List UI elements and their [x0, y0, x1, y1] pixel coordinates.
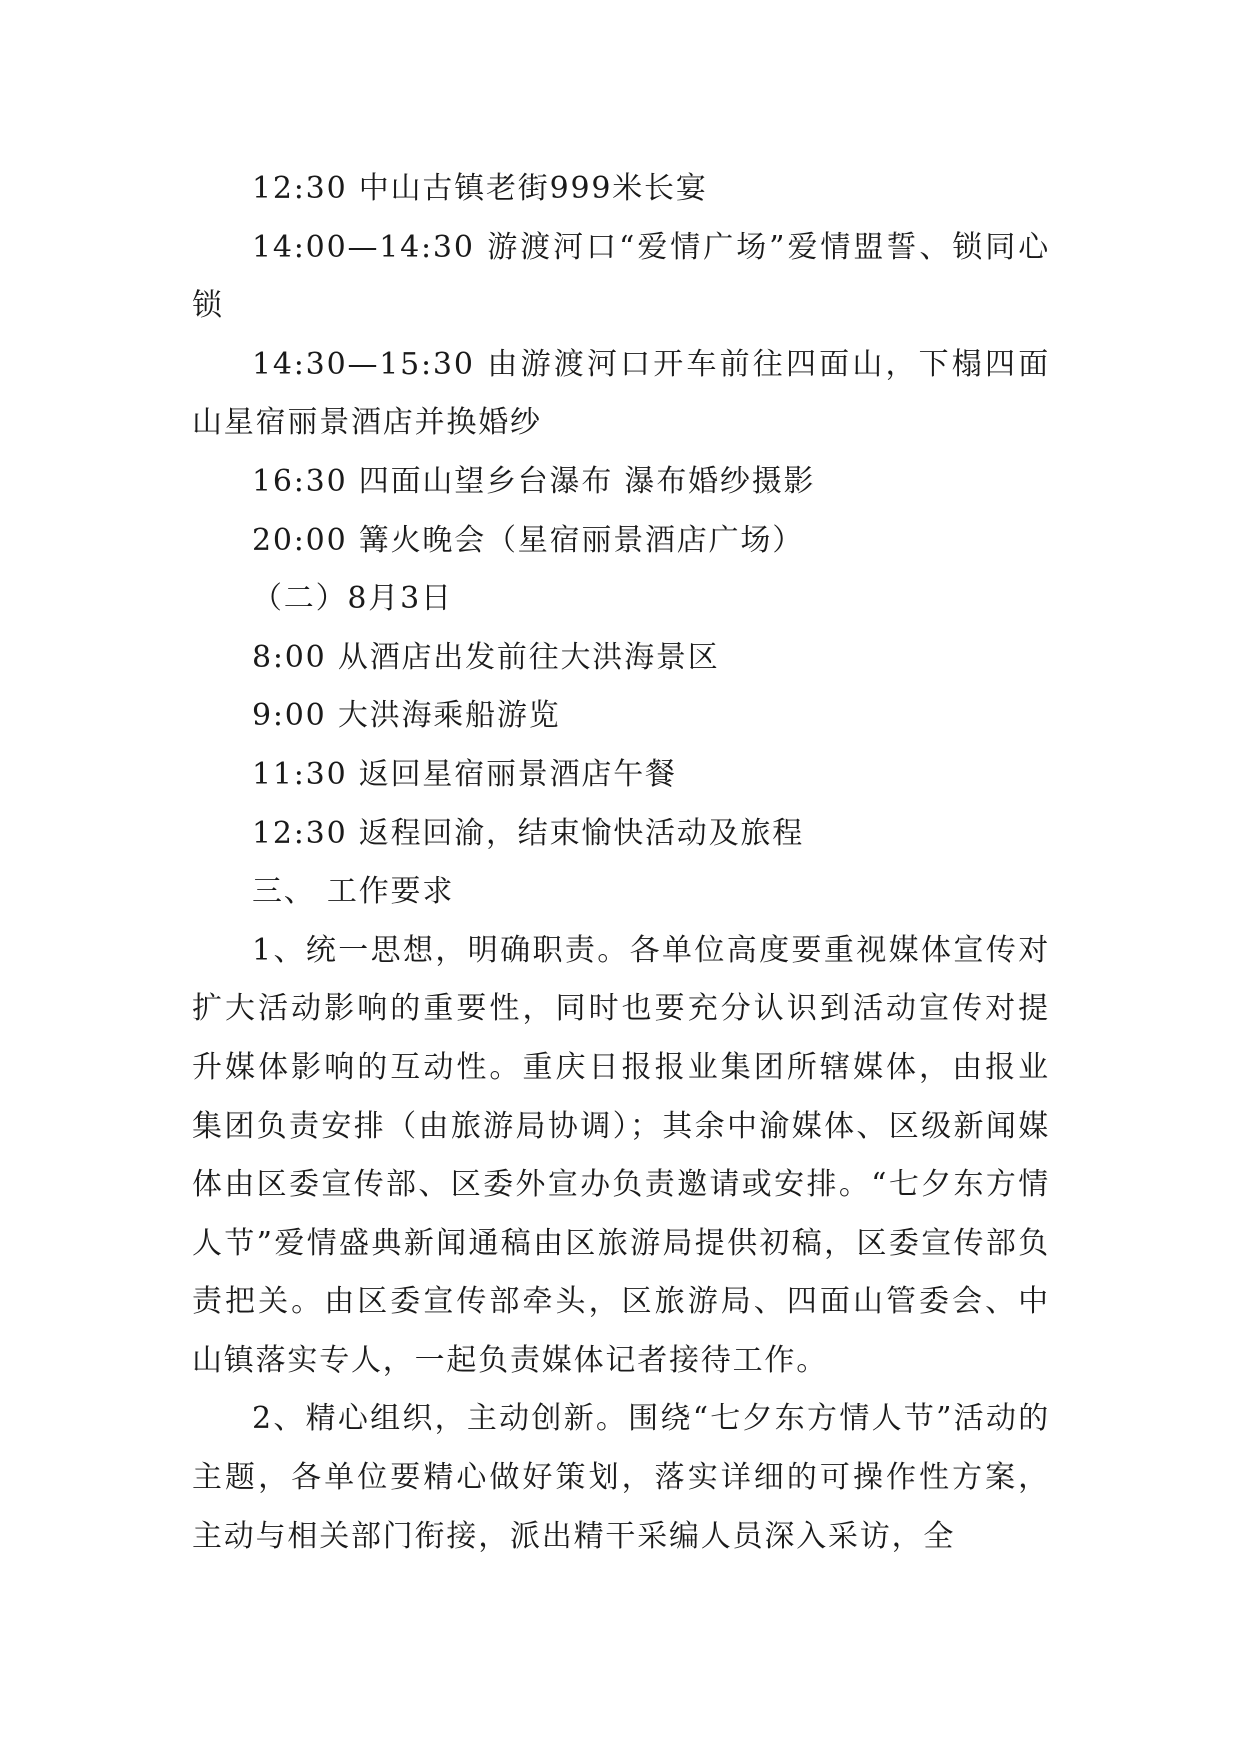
schedule-item-1630-photo: 16:30 四面山望乡台瀑布 瀑布婚纱摄影 — [252, 463, 816, 499]
document-body — [192, 160, 1050, 1566]
schedule-item-1430-transfer: 14:30—15:30 由游渡河口开车前往四面山，下榻四面山星宿丽景酒店并换婚纱 — [192, 346, 1050, 441]
schedule-item-0900-boat: 9:00 大洪海乘船游览 — [252, 698, 561, 734]
schedule-item-0800-depart: 8:00 从酒店出发前往大洪海景区 — [252, 639, 720, 675]
schedule-item-1230-return: 12:30 返程回渝，结束愉快活动及旅程 — [252, 815, 804, 851]
schedule-item-1400-vow: 14:00—14:30 游渡河口“爱情广场”爱情盟誓、锁同心锁 — [192, 229, 1050, 324]
requirement-paragraph-2: 2、精心组织，主动创新。围绕“七夕东方情人节”活动的主题，各单位要精心做好策划，落实详细的可操作性方案，主动与相关部门衔接，派出精干采编人员深入采访，全 — [192, 1401, 1050, 1554]
section-heading-work-requirements: 三、 工作要求 — [252, 874, 455, 910]
schedule-item-2000-bonfire: 20:00 篝火晚会（星宿丽景酒店广场） — [252, 522, 804, 558]
requirement-paragraph-1: 1、统一思想，明确职责。各单位高度要重视媒体宣传对扩大活动影响的重要性，同时也要充分认识到活动宣传对提升媒体影响的互动性。重庆日报报业集团所辖媒体，由报业集团负责安排（由旅游局协调）；其余中渝媒体、区级新闻媒体由区委宣传部、区委外宣办负责邀请或安排。“七夕东方情人节”爱情盛典新闻通稿由区旅游局提供初稿，区委宣传部负责把关。由区委宣传部牵头，区旅游局、四面山管委会、中山镇落实专人，一起负责媒体记者接待工作。 — [192, 932, 1050, 1378]
day-heading-aug-3: （二）8月3日 — [252, 581, 453, 617]
schedule-item-1130-lunch: 11:30 返回星宿丽景酒店午餐 — [252, 756, 677, 792]
schedule-item-1230-banquet: 12:30 中山古镇老街999米长宴 — [252, 171, 708, 206]
